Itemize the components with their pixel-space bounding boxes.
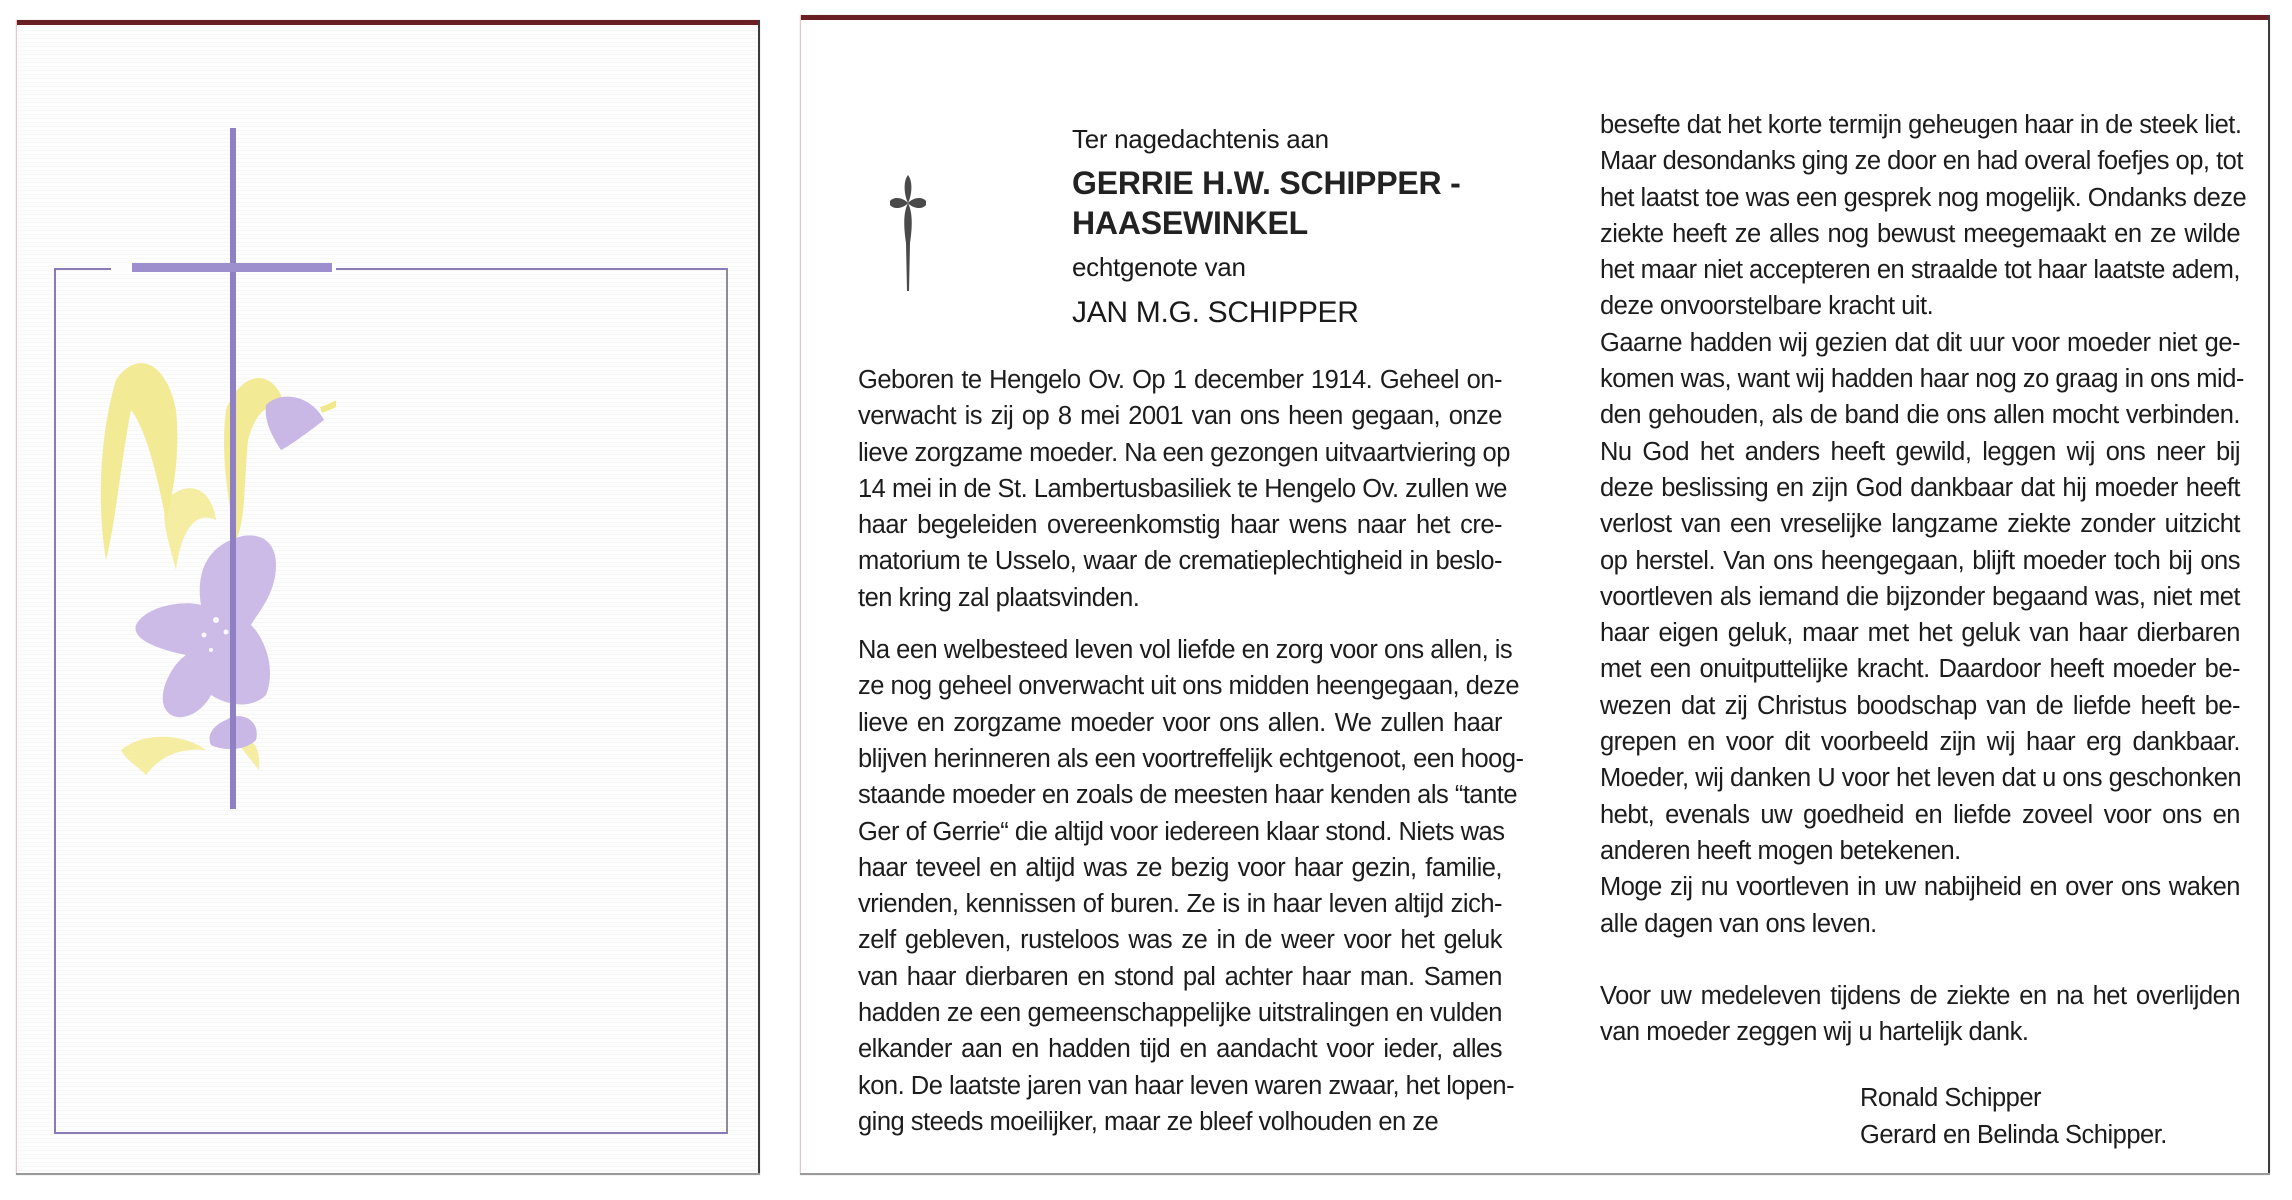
- card-bottom-edge: [800, 1173, 2270, 1175]
- text-line: kon. De laatste jaren van haar leven waren zwaar, het lopen-: [858, 1071, 1515, 1100]
- text-column-left: [858, 362, 1524, 1140]
- card-left-edge: [16, 20, 17, 1175]
- dagger-cross-icon: [887, 173, 929, 293]
- text-line: Gaarne hadden wij gezien dat dit uur voor moeder niet ge-: [1600, 328, 2240, 357]
- text-line: lieve en zorgzame moeder voor ons allen. We zullen haar: [858, 708, 1502, 737]
- text-line: het laatst toe was een gesprek nog mogelijk. Ondanks deze: [1600, 183, 2247, 212]
- text-line: zelf gebleven, rusteloos was ze in de weer voor het geluk: [858, 926, 1502, 955]
- deceased-name-line-2: HAASEWINKEL: [1072, 205, 1309, 241]
- text-line: besefte dat het korte termijn geheugen haar in de steek liet.: [1600, 111, 2242, 139]
- intro-text: Ter nagedachtenis aan: [1072, 124, 1329, 154]
- text-line: haar eigen geluk, maar met het geluk van haar dierbaren: [1600, 619, 2240, 648]
- lily-flower-illustration: [76, 350, 336, 810]
- text-line: verlost van een vreselijke langzame ziekte zonder uitzicht: [1600, 510, 2240, 539]
- text-line: matorium te Usselo, waar de crematieplechtigheid in beslo-: [858, 547, 1502, 576]
- signature-name: Ronald Schipper: [1860, 1084, 2042, 1113]
- text-column-right: [1600, 107, 2247, 1153]
- text-line: anderen heeft mogen betekenen.: [1600, 836, 1961, 865]
- paragraph-life-tribute: [858, 632, 1524, 1140]
- text-line: ziekte heeft ze alles nog bewust meegemaakt en ze wilde: [1600, 219, 2240, 248]
- text-line: Moeder, wij danken U voor het leven dat u ons geschonken: [1600, 764, 2242, 793]
- text-line: Geboren te Hengelo Ov. Op 1 december 1914. Geheel on-: [858, 366, 1502, 394]
- spouse-name: JAN M.G. SCHIPPER: [1072, 296, 1359, 329]
- text-line: op herstel. Van ons heengegaan, blijft moeder toch bij ons: [1600, 546, 2240, 575]
- text-line: Ger of Gerrie“ die altijd voor iedereen klaar stond. Niets was: [858, 817, 1505, 846]
- text-line: lieve zorgzame moeder. Na een gezongen uitvaartviering op: [858, 438, 1510, 467]
- text-line: hebt, evenals uw goedheid en liefde zoveel voor ons en: [1600, 800, 2240, 829]
- card-right-edge: [2268, 15, 2270, 1175]
- stem: [321, 390, 336, 410]
- text-line: verwacht is zij op 8 mei 2001 van ons heen gegaan, onze: [858, 402, 1502, 431]
- signature-name: Gerard en Belinda Schipper.: [1860, 1120, 2167, 1149]
- text-line: komen was, want wij hadden haar nog zo graag in ons mid-: [1600, 365, 2244, 394]
- memorial-card-text: [800, 15, 2270, 1175]
- text-line: blijven herinneren als een voortreffelijk echtgenoot, een hoog-: [858, 744, 1524, 773]
- deceased-name-line-1: GERRIE H.W. SCHIPPER -: [1072, 165, 1461, 201]
- text-line: Na een welbesteed leven vol liefde en zorg voor ons allen, is: [858, 636, 1513, 665]
- text-line: alle dagen van ons leven.: [1600, 909, 1877, 938]
- cross-horizontal-bar: [132, 263, 332, 272]
- text-line: haar begeleiden overeenkomstig haar wens naar het cre-: [858, 511, 1502, 540]
- text-line: vrienden, kennissen of buren. Ze is in haar leven altijd zich-: [858, 890, 1502, 919]
- memorial-card-cover: [16, 20, 760, 1175]
- text-line: den gehouden, als de band die ons allen mocht verbinden.: [1600, 401, 2240, 430]
- card-top-edge: [16, 20, 760, 25]
- text-line: staande moeder en zoals de meesten haar kenden als “tante: [858, 781, 1518, 810]
- flower-bud: [266, 397, 324, 450]
- text-line: ze nog geheel onverwacht uit ons midden heengegaan, deze: [858, 672, 1520, 701]
- text-line: Moge zij nu voortleven in uw nabijheid en over ons waken: [1600, 873, 2240, 902]
- card-right-edge: [758, 20, 760, 1175]
- text-line: van moeder zeggen wij u hartelijk dank.: [1600, 1018, 2029, 1047]
- text-line: Voor uw medeleven tijdens de ziekte en na het overlijden: [1600, 981, 2240, 1010]
- spouse-label: echtgenote van: [1072, 252, 1246, 282]
- text-line: voortleven als iemand die bijzonder begaand was, niet met: [1600, 582, 2240, 611]
- text-line: met een onuitputtelijke kracht. Daardoor heeft moeder be-: [1600, 655, 2240, 684]
- lily-petals: [135, 535, 276, 717]
- text-line: ging steeds moeilijker, maar ze bleef volhouden en ze: [858, 1107, 1439, 1136]
- paragraph-continued-tribute: [1600, 107, 2247, 942]
- text-line: elkander aan en hadden tijd en aandacht voor ieder, alles: [858, 1035, 1502, 1064]
- text-line: haar teveel en altijd was ze bezig voor haar gezin, familie,: [858, 853, 1502, 882]
- text-line: grepen en voor dit voorbeeld zijn wij haar erg dankbaar.: [1600, 728, 2240, 757]
- text-line: ten kring zal plaatsvinden.: [858, 583, 1140, 612]
- card-left-edge: [800, 15, 801, 1175]
- signatures: [1860, 1080, 2240, 1153]
- text-line: het maar niet accepteren en straalde tot haar laatste adem,: [1600, 256, 2240, 285]
- text-line: 14 mei in de St. Lambertusbasiliek te Hengelo Ov. zullen we: [858, 474, 1507, 503]
- text-line: van haar dierbaren en stond pal achter haar man. Samen: [858, 962, 1502, 991]
- memorial-header: [1072, 121, 1461, 333]
- deceased-name: [1072, 163, 1461, 243]
- paragraph-birth-funeral: [858, 362, 1510, 616]
- paragraph-thanks: [1600, 978, 2240, 1051]
- text-line: Nu God het anders heeft gewild, leggen wij ons neer bij: [1600, 437, 2240, 466]
- cross-vertical-bar: [230, 128, 236, 809]
- text-line: wezen dat zij Christus boodschap van de liefde heeft be-: [1600, 691, 2240, 720]
- text-line: hadden ze een gemeenschappelijke uitstralingen en vulden: [858, 999, 1502, 1028]
- leaf: [101, 363, 178, 560]
- card-top-edge: [800, 15, 2270, 20]
- text-line: deze beslissing en zijn God dankbaar dat hij moeder heeft: [1600, 473, 2240, 502]
- text-line: deze onvoorstelbare kracht uit.: [1600, 292, 1934, 321]
- card-bottom-edge: [16, 1173, 760, 1175]
- text-line: Maar desondanks ging ze door en had overal foefjes op, tot: [1600, 147, 2243, 176]
- leaf: [121, 737, 206, 775]
- leaf: [164, 488, 216, 570]
